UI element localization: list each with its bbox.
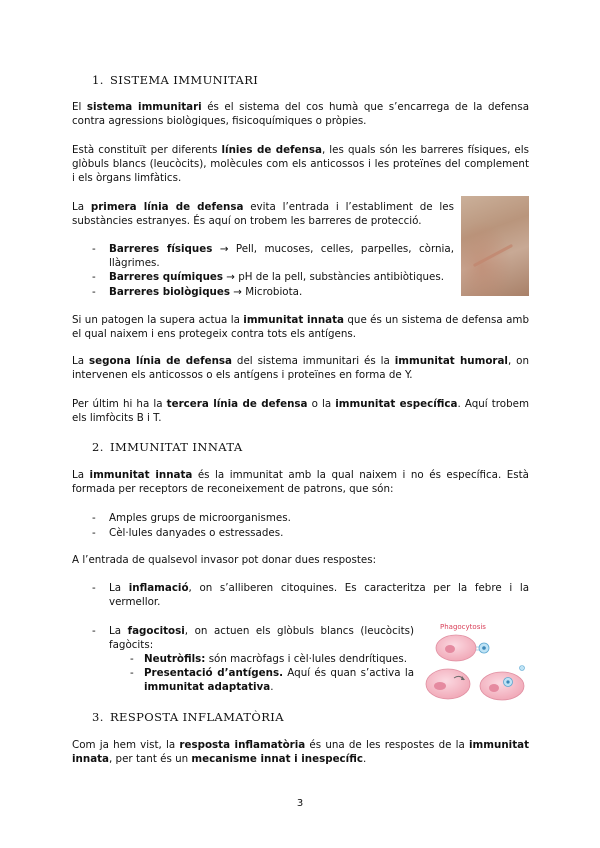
text-run: , on s’alliberen citoquines. Es caracteritza per la febre i la vermellor. — [109, 582, 529, 608]
s1-paragraph-1 — [72, 100, 529, 128]
text-run: Si un patogen la supera actua la — [72, 314, 244, 326]
section-2-heading — [92, 440, 243, 454]
text-run: Està constituït per diferents — [72, 144, 222, 156]
barrier-chemical-text — [109, 270, 444, 284]
text-run: La — [72, 201, 91, 213]
barrier-biological-text — [109, 285, 302, 299]
text-run: , per tant és un — [109, 753, 192, 765]
bold-term: segona línia de defensa — [88, 355, 232, 367]
bold-term: Barreres físiques — [109, 243, 213, 255]
text-run: → Microbiota. — [230, 286, 303, 298]
bold-term: línies de defensa — [221, 144, 322, 156]
text-run: Aquí és quan s’activa la — [283, 667, 414, 679]
text-run: és una de les respostes de la — [305, 739, 470, 751]
text-run: . — [270, 681, 274, 693]
section-2-title: IMMUNITAT INNATA — [110, 440, 243, 454]
section-3-heading — [92, 710, 284, 724]
bold-term: Presentació d’antígens. — [144, 667, 283, 679]
text-run: és el sistema del cos humà que s’encarrega de la defensa contra agressions biològiques, fisicoquímiques o pròpies. — [72, 101, 529, 127]
text-run: , on intervenen els anticossos o els antígens i proteïnes en forma de Y. — [72, 355, 529, 381]
s1-paragraph-2 — [72, 143, 529, 185]
bold-term: immunitat específica — [335, 398, 458, 410]
s3-paragraph-1 — [72, 738, 529, 766]
bold-term: fagocitosi — [127, 625, 185, 637]
bold-term: immunitat humoral — [394, 355, 508, 367]
text-run: La — [109, 582, 129, 594]
text-run: , les quals són les barreres físiques, els glòbuls blancs (leucòcits), molècules com els anticossos i les proteïnes del complement i els òrgans limfàtics. — [72, 144, 529, 184]
text-run: Cèl·lules danyades o estressades. — [109, 527, 284, 539]
section-3-number: 3. — [92, 710, 104, 724]
s1-paragraph-3 — [72, 200, 454, 228]
s2-paragraph-2 — [72, 553, 529, 567]
text-run: La — [109, 625, 128, 637]
s1-paragraph-4 — [72, 313, 529, 341]
phagocytosis-illustration — [420, 620, 532, 708]
phagocytosis-figure-title: Phagocytosis — [440, 623, 486, 631]
page-number: 3 — [296, 798, 304, 809]
bold-term: immunitat innata — [243, 314, 344, 326]
bold-term: immunitat adaptativa — [144, 681, 271, 693]
bold-term: inflamació — [128, 582, 189, 594]
bold-term: sistema immunitari — [86, 101, 202, 113]
section-3-title: RESPOSTA INFLAMATÒRIA — [110, 710, 284, 724]
text-run: . Aquí trobem els limfòcits B i T. — [72, 398, 529, 424]
bold-term: resposta inflamatòria — [179, 739, 306, 751]
skin-photo — [461, 196, 529, 296]
section-2-number: 2. — [92, 440, 104, 454]
text-run: → pH de la pell, substàncies antibiòtiques. — [223, 271, 444, 283]
text-run: . — [362, 753, 367, 765]
text-run: Com ja hem vist, la — [72, 739, 180, 751]
bold-term: tercera línia de defensa — [166, 398, 308, 410]
text-run: La — [72, 355, 89, 367]
section-1-number: 1. — [92, 73, 104, 87]
phagocytosis-cells-icon — [420, 630, 532, 710]
text-run: evita l’entrada i l’establiment de les substàncies estranyes. És aquí on trobem les barreres de protecció. — [72, 201, 454, 227]
bold-term: immunitat innata — [72, 739, 529, 765]
text-run: que és un sistema de defensa amb el qual naixem i ens protegeix contra tots els antígens. — [72, 314, 529, 340]
text-run: El — [72, 101, 87, 113]
s2-paragraph-1 — [72, 468, 529, 496]
text-run: del sistema immunitari és la — [231, 355, 395, 367]
text-run: són macròfags i cèl·lules dendrítiques. — [205, 653, 408, 665]
text-run: Amples grups de microorganismes. — [109, 512, 291, 524]
s1-paragraph-6 — [72, 397, 529, 425]
bold-term: primera línia de defensa — [90, 201, 244, 213]
document-page: 1. SISTEMA IMMUNITARI El sistema immunitari és el sistema del cos humà que s’encarrega de la defensa contra agressions biològiques, fisicoquímiques o pròpies. Està constituït per diferents línies de defensa, les quals són les barreres físiques, els glòbuls blancs (leucòcits), molècules com els anticossos i les proteïnes del complement i els òrgans limfàtics. La primera línia de defensa evita l’entrada i l’establiment de les substàncies estranyes. És aquí on trobem les barreres de protecció. - Barreres físiques → Pell, mucoses, celles, parpelles, còrnia, llàgrimes. - Barreres químiques → pH de la pell, substàncies antibiòtiques. - Barreres biològiques → Microbiota. Si un patogen la supera actua la immunitat innata que és un sistema de defensa amb el qual naixem i ens protegeix contra tots els antígens. La segona línia de defensa del sistema immunitari és la immunitat humoral, on intervenen els anticossos o els antígens i proteïnes en forma de Y. Per últim hi ha la tercera línia de defensa o la immunitat específica. Aquí trobem els limfòcits B i T. 2. IMMUNITAT INNATA La immunitat innata és la immunitat amb la qual naixem i no és específica. Està formada per receptors de reconeixement de patrons, que són: - Amples grups de microorganismes. - Cèl·lules danyades o estressades. A l’entrada de qualsevol invasor pot donar dues respostes: - La inflamació, on s’alliberen citoquines. Es caracteritza per la febre i la vermellor. - La fagocitosi, on actuen els glòbuls blancs (leucòcits) fagòcits: - Neutròfils: són macròfags i cèl·lules dendrítiques. - Presentació d’antígens. Aquí és quan s’activa la immunitat adaptativa. Phagocytosis 3. RESPOSTA INFLAMATÒRIA Com ja hem vist, la resposta inflamatòria és una de les respostes de la immunitat innata, per tant és un mecanisme innat i inespecífic. 3 — [0, 0, 600, 848]
text-run: → Pell, mucoses, celles, parpelles, còrnia, llàgrimes. — [109, 243, 454, 269]
text-run: és la immunitat amb la qual naixem i no és específica. Està formada per receptors de reconeixement de patrons, que són: — [72, 469, 529, 495]
bold-term: Barreres biològiques — [109, 286, 231, 298]
section-1-title: SISTEMA IMMUNITARI — [110, 73, 259, 87]
bold-term: Barreres químiques — [109, 271, 224, 283]
text-run: La — [72, 469, 90, 481]
bold-term: Neutròfils: — [144, 653, 206, 665]
section-1-heading — [92, 73, 258, 87]
text-run: A l’entrada de qualsevol invasor pot donar dues respostes: — [72, 554, 377, 566]
bold-term: immunitat innata — [89, 469, 193, 481]
text-run: o la — [307, 398, 336, 410]
bold-term: mecanisme innat i inespecífic — [191, 753, 363, 765]
text-run: , on actuen els glòbuls blancs (leucòcits) fagòcits: — [109, 625, 415, 651]
s1-paragraph-5 — [72, 354, 529, 382]
barrier-physical-text — [109, 242, 454, 270]
text-run: Per últim hi ha la — [72, 398, 167, 410]
